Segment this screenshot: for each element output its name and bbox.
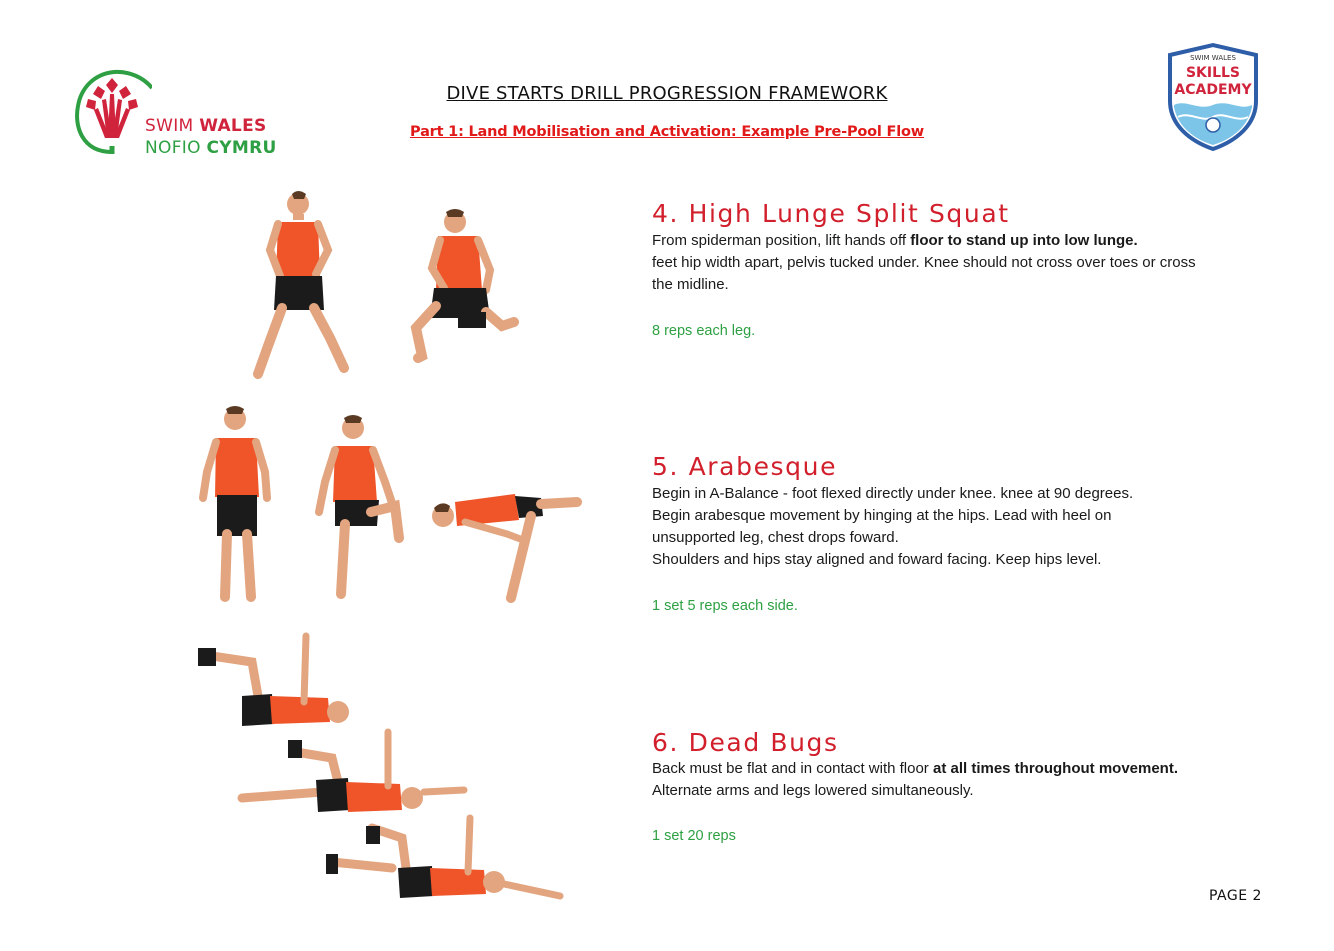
academy-line1-text: SKILLS [1185, 65, 1241, 81]
description-line: From spiderman position, lift hands off floor to stand up into low lunge. [652, 232, 1138, 249]
academy-top-text: SWIM WALES [1190, 54, 1236, 62]
description-line: Shoulders and hips stay aligned and foward facing. Keep hips level. [652, 551, 1102, 568]
description-line: Alternate arms and legs lowered simultaneously. [652, 782, 974, 799]
swim-wales-feathers-icon [72, 66, 152, 158]
exercise-title: 6. Dead Bugs [652, 728, 839, 757]
description-line: Begin in A-Balance - foot flexed directly under knee. knee at 90 degrees. [652, 485, 1134, 502]
swim-wales-logo [72, 66, 277, 158]
swim-wales-text: SWIM WALES [145, 116, 267, 136]
arabesque-photo [185, 402, 585, 607]
exercise-description [652, 483, 1197, 571]
exercise-description [652, 230, 1197, 296]
high-lunge-photo [240, 188, 540, 383]
exercise-reps: 8 reps each leg. [652, 323, 756, 339]
description-line: Begin arabesque movement by hinging at the hips. Lead with heel on unsupported leg, chest drops foward. [652, 507, 1112, 546]
description-line: Back must be flat and in contact with floor at all times throughout movement. [652, 760, 1179, 777]
exercise-reps: 1 set 5 reps each side. [652, 598, 798, 614]
description-line: feet hip width apart, pelvis tucked under. Knee should not cross over toes or cross the midline. [652, 254, 1196, 293]
page-number: PAGE 2 [1209, 888, 1262, 904]
exercise-reps: 1 set 20 reps [652, 828, 736, 844]
nofio-cymru-text: NOFIO CYMRU [145, 138, 277, 158]
exercise-title: 5. Arabesque [652, 452, 838, 481]
academy-line2-text: ACADEMY [1174, 82, 1252, 98]
exercise-title: 4. High Lunge Split Squat [652, 199, 1010, 228]
document-subtitle: Part 1: Land Mobilisation and Activation: Example Pre-Pool Flow [410, 124, 924, 140]
document-title: DIVE STARTS DRILL PROGRESSION FRAMEWORK [446, 83, 888, 104]
exercise-description [652, 758, 1197, 802]
dead-bugs-photo [192, 632, 572, 904]
